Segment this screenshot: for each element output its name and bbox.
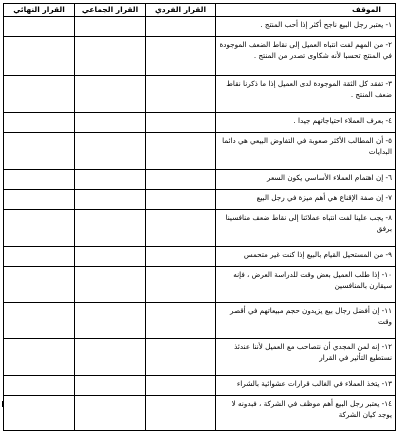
table-row — [4, 113, 396, 133]
group-decision-cell[interactable] — [75, 133, 146, 170]
table-row — [4, 170, 396, 190]
table-row — [4, 303, 396, 339]
individual-decision-cell[interactable] — [146, 210, 216, 247]
header-group-decision: القرار الجماعي — [75, 4, 146, 17]
individual-decision-cell[interactable] — [146, 113, 216, 133]
group-decision-cell[interactable] — [75, 267, 146, 303]
decision-table — [3, 3, 396, 431]
individual-decision-cell[interactable] — [146, 17, 216, 37]
situation-text: ١٠- إذا طلب العميل بعض وقت للدراسة العرض ، فإنه سيقارن بالمنافسين — [216, 267, 396, 303]
page-edge-mark — [2, 401, 9, 407]
group-decision-cell[interactable] — [75, 210, 146, 247]
group-decision-cell[interactable] — [75, 113, 146, 133]
individual-decision-cell[interactable] — [146, 37, 216, 76]
situation-text: ٣- تفقد كل الثقة الموجودة لدى العميل إذا ما ذكرنا نقاط ضعف المنتج . — [216, 76, 396, 113]
individual-decision-cell[interactable] — [146, 376, 216, 396]
table-row — [4, 247, 396, 267]
final-decision-cell[interactable] — [4, 376, 75, 396]
final-decision-cell[interactable] — [4, 267, 75, 303]
header-situation: الموقف — [216, 4, 396, 17]
situation-text: ١٣- يتخذ العملاء في الغالب قرارات عشوائية بالشراء — [216, 376, 396, 396]
group-decision-cell[interactable] — [75, 76, 146, 113]
table-row — [4, 190, 396, 210]
individual-decision-cell[interactable] — [146, 76, 216, 113]
group-decision-cell[interactable] — [75, 303, 146, 339]
individual-decision-cell[interactable] — [146, 267, 216, 303]
final-decision-cell[interactable] — [4, 190, 75, 210]
individual-decision-cell[interactable] — [146, 133, 216, 170]
table-row — [4, 76, 396, 113]
group-decision-cell[interactable] — [75, 37, 146, 76]
situation-text: ١٤- يعتبر رجل البيع أهم موظف في الشركة ، فبدونه لا يوجد كيان الشركة — [216, 396, 396, 431]
individual-decision-cell[interactable] — [146, 190, 216, 210]
table-row — [4, 133, 396, 170]
final-decision-cell[interactable] — [4, 17, 75, 37]
table-row — [4, 210, 396, 247]
situation-text: ٧- إن صفة الإقناع هي أهم ميزة في رجل البيع — [216, 190, 396, 210]
final-decision-cell[interactable] — [4, 133, 75, 170]
table-row — [4, 396, 396, 431]
situation-text: ٢- من المهم لفت انتباه العميل إلى نقاط الضعف الموجودة في المنتج تحسبا لأنه شكاوى تصدر من المنتج . — [216, 37, 396, 76]
final-decision-cell[interactable] — [4, 396, 75, 431]
individual-decision-cell[interactable] — [146, 339, 216, 376]
group-decision-cell[interactable] — [75, 170, 146, 190]
header-individual-decision: القرار الفردي — [146, 4, 216, 17]
final-decision-cell[interactable] — [4, 37, 75, 76]
group-decision-cell[interactable] — [75, 17, 146, 37]
individual-decision-cell[interactable] — [146, 247, 216, 267]
table-row — [4, 37, 396, 76]
final-decision-cell[interactable] — [4, 170, 75, 190]
table-row — [4, 376, 396, 396]
group-decision-cell[interactable] — [75, 190, 146, 210]
group-decision-cell[interactable] — [75, 339, 146, 376]
final-decision-cell[interactable] — [4, 247, 75, 267]
individual-decision-cell[interactable] — [146, 303, 216, 339]
group-decision-cell[interactable] — [75, 376, 146, 396]
table-row — [4, 17, 396, 37]
table-row — [4, 267, 396, 303]
situation-text: ٥- أن المطالب الأكثر صعوبة في التفاوض البيعي هي دائما البدايات — [216, 133, 396, 170]
situation-text: ١١- إن أفضل رجال بيع يزيدون حجم مبيعاتهم في أقصر وقت — [216, 303, 396, 339]
final-decision-cell[interactable] — [4, 76, 75, 113]
situation-text: ١- يعتبر رجل البيع ناجح أكثر إذا أحب المنتج . — [216, 17, 396, 37]
final-decision-cell[interactable] — [4, 113, 75, 133]
header-final-decision: القرار النهائي — [4, 4, 75, 17]
individual-decision-cell[interactable] — [146, 396, 216, 431]
header-row — [4, 4, 396, 17]
situation-text: ٦- إن اهتمام العملاء الأساسي يكون السعر — [216, 170, 396, 190]
group-decision-cell[interactable] — [75, 247, 146, 267]
final-decision-cell[interactable] — [4, 210, 75, 247]
situation-text: ٩- من المستحيل القيام بالبيع إذا كنت غير متحمس — [216, 247, 396, 267]
individual-decision-cell[interactable] — [146, 170, 216, 190]
decision-worksheet — [3, 3, 395, 419]
final-decision-cell[interactable] — [4, 303, 75, 339]
situation-text: ١٢- إنه لمن المجدي أن نتصاحب مع العميل لأننا عندئذ نستطيع التأثير في القرار — [216, 339, 396, 376]
group-decision-cell[interactable] — [75, 396, 146, 431]
table-row — [4, 339, 396, 376]
situation-text: ٨- يجب علينا لفت انتباه عملائنا إلى نقاط ضعف منافسينا برفق — [216, 210, 396, 247]
final-decision-cell[interactable] — [4, 339, 75, 376]
situation-text: ٤- بعرف العملاء احتياجاتهم جيدا . — [216, 113, 396, 133]
